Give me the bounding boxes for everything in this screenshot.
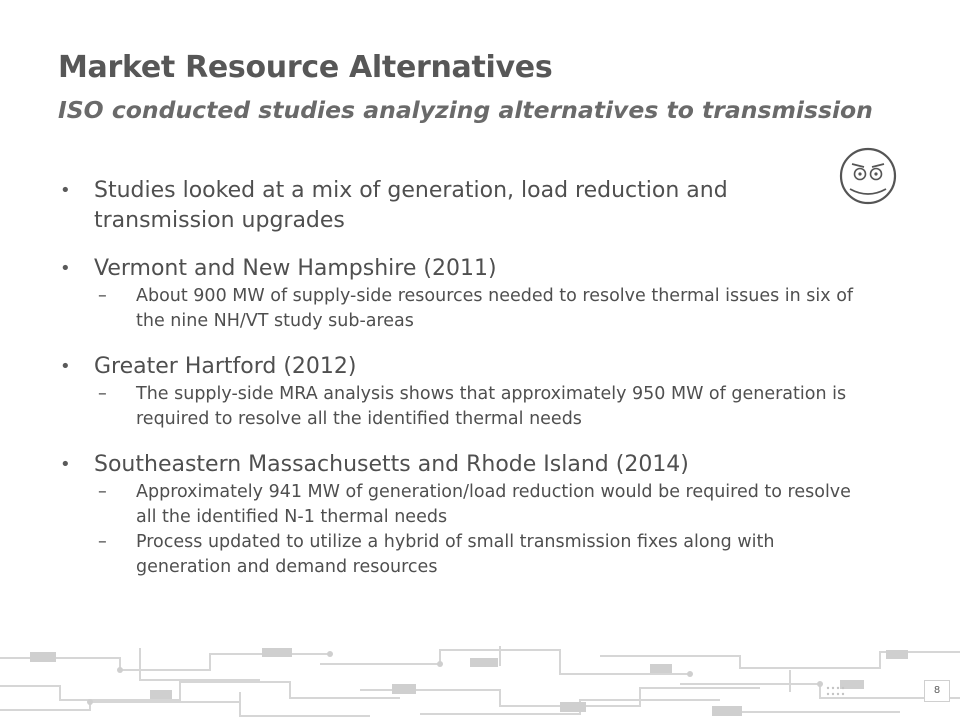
bullet-marker: • bbox=[60, 356, 71, 377]
bullet-text: Southeastern Massachusetts and Rhode Island (2014) bbox=[94, 452, 689, 477]
bullet-marker: • bbox=[60, 454, 71, 475]
page-number: 8 bbox=[924, 680, 950, 702]
bullet-text: Greater Hartford (2012) bbox=[94, 354, 357, 379]
bullet-item bbox=[60, 176, 860, 236]
sub-bullet-text: About 900 MW of supply-side resources needed to resolve thermal issues in six of the nine NH/VT study sub-areas bbox=[136, 286, 854, 331]
sub-bullet-item bbox=[60, 530, 860, 580]
dash-marker: – bbox=[98, 384, 107, 404]
sub-bullet-text: Approximately 941 MW of generation/load reduction would be required to resolve all the identified N-1 thermal needs bbox=[136, 482, 851, 527]
bullet-text: Studies looked at a mix of generation, load reduction and transmission upgrades bbox=[94, 178, 728, 233]
sub-bullet-item bbox=[60, 480, 860, 530]
bullet-item bbox=[60, 254, 860, 284]
bullet-item bbox=[60, 450, 860, 480]
sub-bullet-text: Process updated to utilize a hybrid of small transmission fixes along with generation and demand resources bbox=[136, 532, 775, 577]
bullet-marker: • bbox=[60, 258, 71, 279]
dash-marker: – bbox=[98, 482, 107, 502]
slide-title: Market Resource Alternatives bbox=[58, 50, 553, 85]
bullet-text: Vermont and New Hampshire (2011) bbox=[94, 256, 497, 281]
circuit-footer-decoration bbox=[0, 640, 960, 720]
bullet-list bbox=[60, 176, 860, 580]
bullet-marker: • bbox=[60, 180, 71, 201]
bullet-item bbox=[60, 352, 860, 382]
dash-marker: – bbox=[98, 286, 107, 306]
slide-subtitle: ISO conducted studies analyzing alternatives to transmission bbox=[58, 96, 873, 124]
dash-marker: – bbox=[98, 532, 107, 552]
sub-bullet-item bbox=[60, 284, 860, 334]
sub-bullet-text: The supply-side MRA analysis shows that approximately 950 MW of generation is required to resolve all the identified thermal needs bbox=[136, 384, 847, 429]
sub-bullet-item bbox=[60, 382, 860, 432]
